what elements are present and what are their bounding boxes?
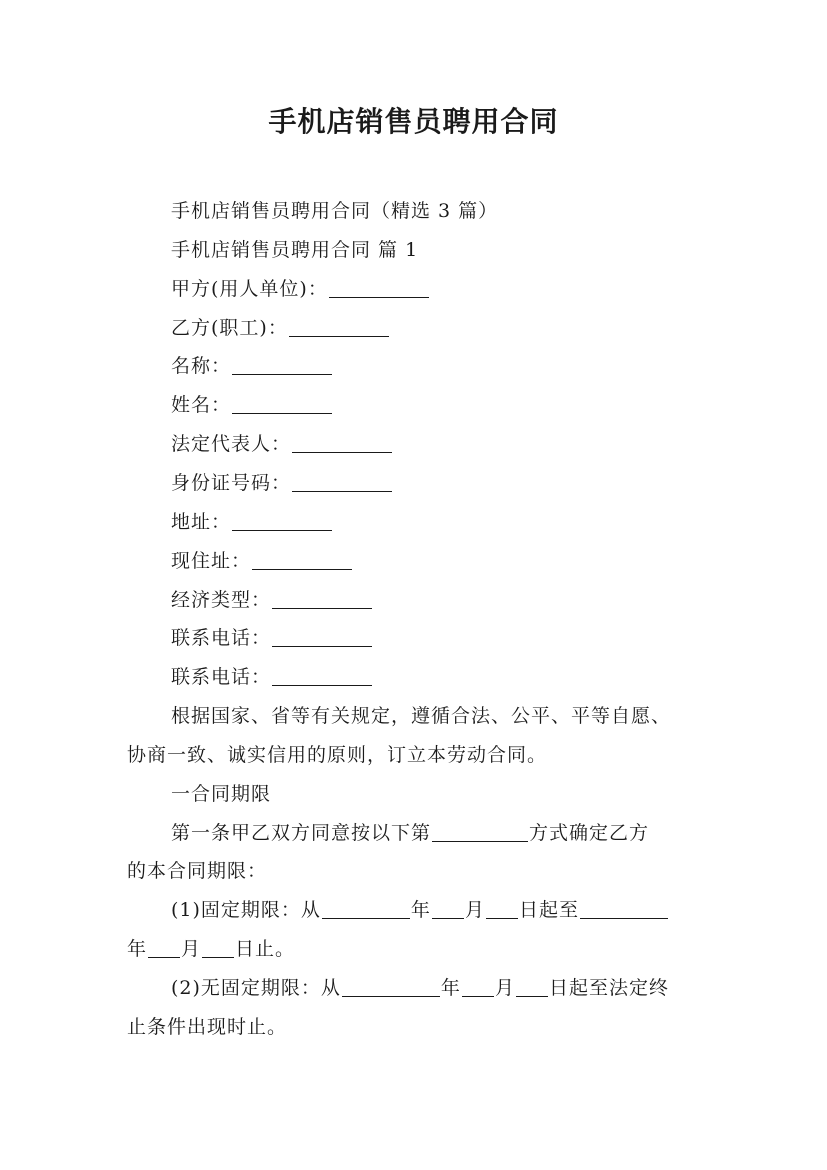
article-1-line1 [171,818,649,848]
article-text: 方式确定乙方 [529,822,650,844]
field-label: 姓名： [171,394,232,416]
item-text: 月 [464,899,485,921]
field-name [171,351,333,381]
fill-in-blank[interactable] [432,821,528,842]
fill-in-blank[interactable] [516,976,548,997]
article-1-line2: 的本合同期限： [127,860,268,882]
item-text: 月 [494,977,515,999]
item-1-line1 [171,895,669,925]
fill-in-blank[interactable] [289,316,389,337]
document-subtitle: 手机店销售员聘用合同（精选 3 篇） [171,200,499,222]
field-address [171,507,333,537]
field-phone-2 [171,662,373,692]
fill-in-blank[interactable] [202,937,234,958]
field-label: 甲方(用人单位)： [171,278,328,300]
field-id-number [171,468,393,498]
document-title: 手机店销售员聘用合同 [268,105,559,138]
fill-in-blank[interactable] [292,432,392,453]
fill-in-blank[interactable] [462,976,494,997]
article-text: 第一条甲乙双方同意按以下第 [171,822,432,844]
field-label: 联系电话： [171,666,272,688]
item-text: 日起至法定终 [548,977,669,999]
fill-in-blank[interactable] [272,665,372,686]
fill-in-blank[interactable] [580,898,668,919]
fill-in-blank[interactable] [252,549,352,570]
item-2-line2: 止条件出现时止。 [127,1016,288,1038]
fill-in-blank[interactable] [232,393,332,414]
item-text: 日起至 [518,899,579,921]
chapter-heading: 一合同期限 [171,783,272,805]
item-2-line1 [171,973,669,1003]
intro-paragraph-line1: 根据国家、省等有关规定，遵循合法、公平、平等自愿、 [171,705,672,727]
fill-in-blank[interactable] [432,898,464,919]
field-legal-representative [171,429,393,459]
fill-in-blank[interactable] [232,354,332,375]
fill-in-blank[interactable] [486,898,518,919]
fill-in-blank[interactable] [272,626,372,647]
field-economic-type [171,585,373,615]
field-label: 身份证号码： [171,472,292,494]
fill-in-blank[interactable] [292,471,392,492]
item-text: (2)无固定期限：从 [171,977,341,999]
field-party-b [171,313,390,343]
field-label: 经济类型： [171,589,272,611]
fill-in-blank[interactable] [322,898,410,919]
field-label: 名称： [171,355,232,377]
field-current-address [171,546,353,576]
fill-in-blank[interactable] [148,937,180,958]
item-1-line2 [127,934,295,964]
item-text: 日止。 [235,938,296,960]
section-heading: 手机店销售员聘用合同 篇 1 [171,239,419,261]
intro-paragraph-line2: 协商一致、诚实信用的原则，订立本劳动合同。 [127,744,548,766]
fill-in-blank[interactable] [232,510,332,531]
fill-in-blank[interactable] [272,588,372,609]
item-text: 年 [410,899,431,921]
item-text: (1)固定期限：从 [171,899,321,921]
field-label: 现住址： [171,550,252,572]
item-text: 年 [440,977,461,999]
field-party-a [171,274,430,304]
field-label: 乙方(职工)： [171,317,288,339]
fill-in-blank[interactable] [342,976,440,997]
field-phone-1 [171,623,373,653]
field-label: 联系电话： [171,627,272,649]
field-label: 地址： [171,511,232,533]
field-full-name [171,390,333,420]
fill-in-blank[interactable] [329,277,429,298]
field-label: 法定代表人： [171,433,292,455]
item-text: 月 [181,938,202,960]
item-text: 年 [127,938,148,960]
